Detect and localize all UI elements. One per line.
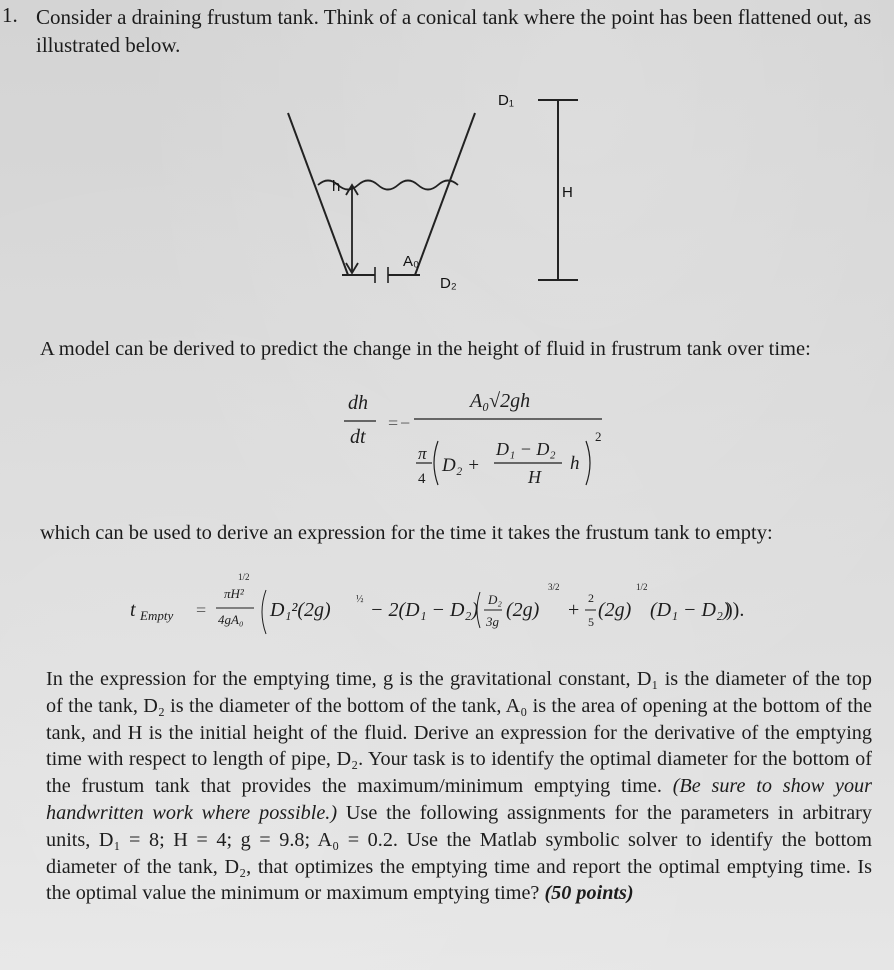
- eq1-h: h: [570, 453, 580, 474]
- equation-t-empty: [130, 568, 770, 638]
- eq2-term2: − 2(D₁ − D₂): [370, 599, 479, 621]
- question-number: 1.: [2, 3, 18, 27]
- eq1-pi: π: [418, 444, 427, 463]
- eq1-equals: =: [388, 413, 399, 433]
- eq2-plus: +: [568, 599, 580, 621]
- eq1-d2-plus: D₂ +: [442, 455, 480, 476]
- eq1-dt: dt: [350, 426, 366, 448]
- problem-paragraph: [46, 666, 872, 907]
- label-h-total: H: [562, 184, 573, 201]
- eq2-term1: D₁²(2g): [270, 599, 331, 621]
- model-sentence: A model can be derived to predict the change in the height of fluid in frustrum tank over time:: [40, 338, 811, 360]
- label-d1: D₁: [498, 92, 514, 109]
- eq2-term4-den: 5: [588, 615, 594, 629]
- eq1-exponent: 2: [595, 429, 602, 444]
- eq2-term3-num: D₂: [488, 592, 502, 607]
- eq1-four: 4: [418, 471, 426, 487]
- eq1-numerator: A₀√2gh: [470, 390, 531, 412]
- eq2-subscript: Empty: [140, 608, 174, 623]
- equation-dh-dt: [330, 385, 630, 495]
- tank-right-wall: [415, 113, 475, 275]
- eq2-term4-num: 2: [588, 591, 594, 605]
- eq2-term3b-exp: 3/2: [548, 582, 560, 592]
- eq1-inner-numerator: D₁ − D₂: [496, 439, 556, 459]
- eq2-top-exp: 1/2: [238, 572, 250, 582]
- eq2-term4b-exp: 1/2: [636, 582, 648, 592]
- eq2-end: )).: [726, 599, 745, 621]
- handwritten-note: (Be sure to show your handwritten work where possible.): [46, 775, 872, 824]
- question-intro: Consider a draining frustum tank. Think of a conical tank where the point has been flattened out, as illustrated below.: [36, 5, 872, 57]
- eq2-coef-den: 4gA₀: [218, 612, 244, 627]
- eq2-term4c: (D₁ − D₂): [650, 599, 730, 621]
- points-label: (50 points): [544, 882, 634, 905]
- eq1-minus: −: [400, 413, 411, 433]
- which-sentence: which can be used to derive an expression for the time it takes the frustum tank to empty:: [40, 522, 773, 544]
- paragraph-part1: In the expression for the emptying time, g is the gravitational constant, D₁ is the diameter of the top of the tank, D₂ is the diameter of the bottom of the tank, A₀ is the area of opening at the bottom of the tank, and H is the initial height of the fluid. Derive an expression for the derivative of the emptying time with respect to length of pipe, D₂. Your task is to identify the optimal diameter for the bottom of the frustum tank that provides the maximum/minimum emptying time.: [46, 668, 872, 798]
- label-a0: A₀: [403, 253, 420, 270]
- eq2-equals: =: [196, 600, 207, 620]
- eq2-term1-exp: ½: [356, 594, 364, 605]
- label-d2: D₂: [440, 275, 457, 292]
- frustum-tank-diagram: [270, 85, 600, 300]
- eq2-t: t: [130, 599, 136, 621]
- eq2-coef-num: πH²: [224, 586, 244, 601]
- eq1-inner-denominator: H: [528, 467, 541, 487]
- paragraph-part2: Use the following assignments for the parameters in arbitrary units, D₁ = 8; H = 4; g = 9.8; A₀ = 0.2. Use the Matlab symbolic solver to identify the bottom diameter of the tank, D₂, that optimizes the emptying time and report the optimal emptying time. Is the optimal value the minimum or maximum emptying time?: [46, 801, 872, 905]
- eq2-term3-den: 3g: [486, 614, 499, 629]
- eq1-dh: dh: [348, 392, 368, 414]
- eq2-term4b: (2g): [598, 599, 632, 621]
- eq2-term3b: (2g): [506, 599, 540, 621]
- label-h-fluid: h: [332, 178, 341, 195]
